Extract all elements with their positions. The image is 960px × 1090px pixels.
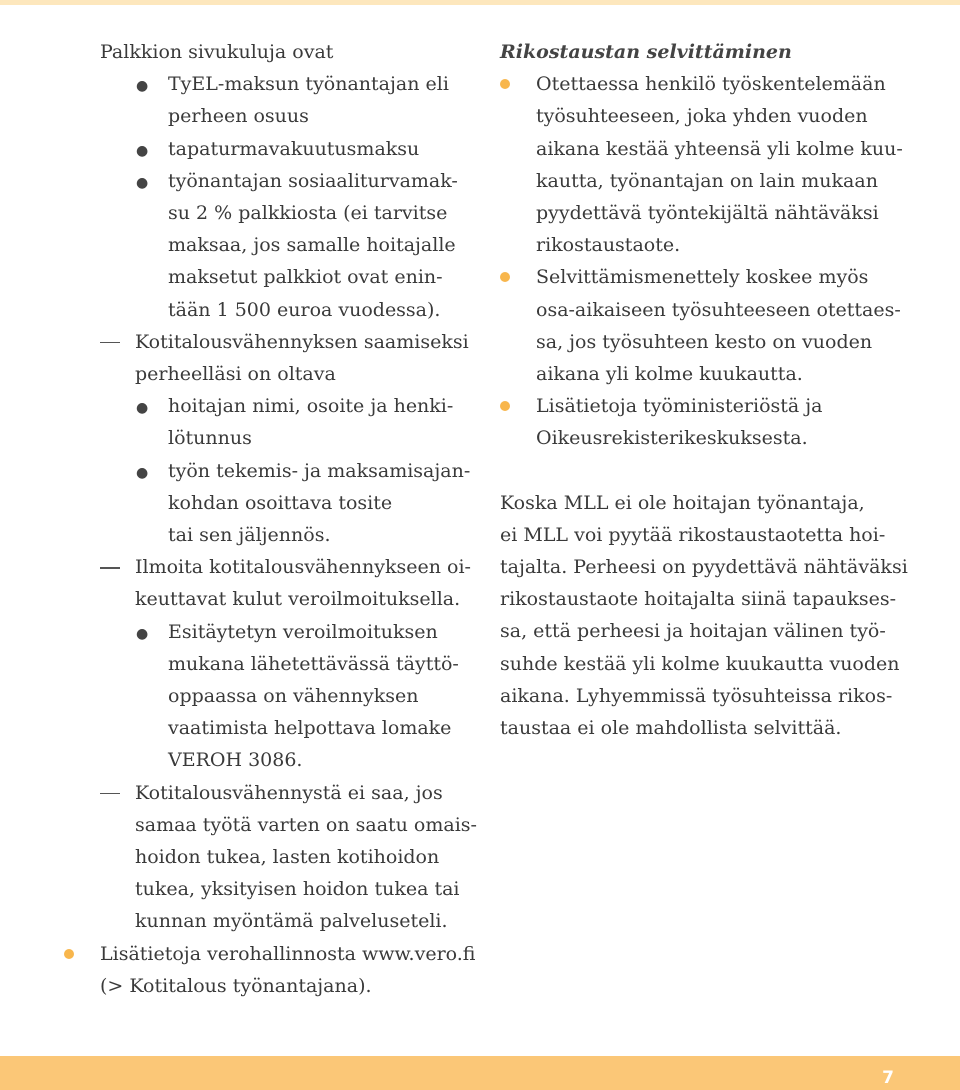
list-item: ● hoitajan nimi, osoite ja henki- lötunnus — [136, 395, 454, 450]
bullet-icon: ● — [136, 625, 149, 642]
right-column — [500, 36, 920, 744]
orange-bullet-icon — [64, 949, 74, 959]
list-item: ● työnantajan sosiaaliturvamak- su 2 % palkkiosta (ei tarvitse maksaa, jos samalle hoitajalle maksetut palkkiot ovat enin- tään 1 500 euroa vuodessa). — [136, 169, 458, 321]
dash-item: Kotitalousvähennyksen saamiseksi perheelläsi on oltava — [100, 326, 480, 390]
orange-bullet-icon — [500, 401, 510, 411]
sivukulut-list — [100, 68, 480, 326]
dash-icon — [100, 793, 120, 795]
page-number: 7 — [882, 1068, 894, 1088]
dash-icon — [100, 567, 120, 569]
bullet-icon: ● — [136, 78, 149, 95]
orange-list-item: Selvittämismenettely koskee myös osa-aikaiseen työsuhteeseen otettaes- sa, jos työsuhteen kesto on vuoden aikana yli kolme kuukautta. — [500, 261, 920, 390]
list-item: ● Esitäytetyn veroilmoituksen mukana lähetettävässä täyttö- oppaassa on vähennyksen vaatimista helpottava lomake VEROH 3086. — [136, 620, 459, 772]
left-column — [100, 36, 480, 1002]
orange-bullet-icon — [500, 272, 510, 282]
top-decorative-bar — [0, 0, 960, 5]
bullet-icon: ● — [136, 464, 149, 481]
dash-icon — [100, 342, 120, 344]
intro-line: Palkkion sivukuluja ovat — [100, 41, 334, 63]
orange-bullet-icon — [500, 79, 510, 89]
orange-list-item: Otettaessa henkilö työskentelemään työsuhteeseen, joka yhden vuoden aikana kestää yhteensä yli kolme kuu- kautta, työnantajan on lain mukaan pyydettävä työntekijältä nähtäväksi rikostaustaote. — [500, 68, 920, 261]
orange-list-item: Lisätietoja verohallinnosta www.vero.fi (> Kotitalous työnantajana). — [64, 938, 480, 1002]
bullet-icon: ● — [136, 174, 149, 191]
list-item: ● työn tekemis- ja maksamisajan- kohdan osoittava tosite tai sen jäljennös. — [136, 459, 471, 547]
footer-bar — [0, 1056, 960, 1090]
mll-paragraph: Koska MLL ei ole hoitajan työnantaja, ei MLL voi pyytää rikostaustaotetta hoi- tajalta. Perheesi on pyydettävä nähtäväksi rikostaustaote hoitajalta siinä tapaukses- sa, että perheesi ja hoitajan välinen työ- suhde kestää yli kolme kuukautta vuoden aikana. Lyhyemmissä työsuhteissa rikos- taustaa ei ole mahdollista selvittää. — [500, 491, 908, 740]
list-item: ● TyEL-maksun työnantajan eli perheen osuus — [136, 73, 449, 128]
dash-item: Ilmoita kotitalousvähennykseen oi- keuttavat kulut veroilmoituksella. — [100, 551, 480, 615]
orange-list-item: Lisätietoja työministeriöstä ja Oikeusrekisterikeskuksesta. — [500, 390, 920, 454]
list-item: ● tapaturmavakuutusmaksu — [136, 137, 420, 160]
bullet-icon: ● — [136, 142, 149, 159]
bullet-icon: ● — [136, 400, 149, 417]
section-heading: Rikostaustan selvittäminen — [500, 41, 792, 63]
dash-item: Kotitalousvähennystä ei saa, jos samaa työtä varten on saatu omais- hoidon tukea, lasten kotihoidon tukea, yksityisen hoidon tukea tai kunnan myöntämä palveluseteli. — [100, 777, 480, 938]
